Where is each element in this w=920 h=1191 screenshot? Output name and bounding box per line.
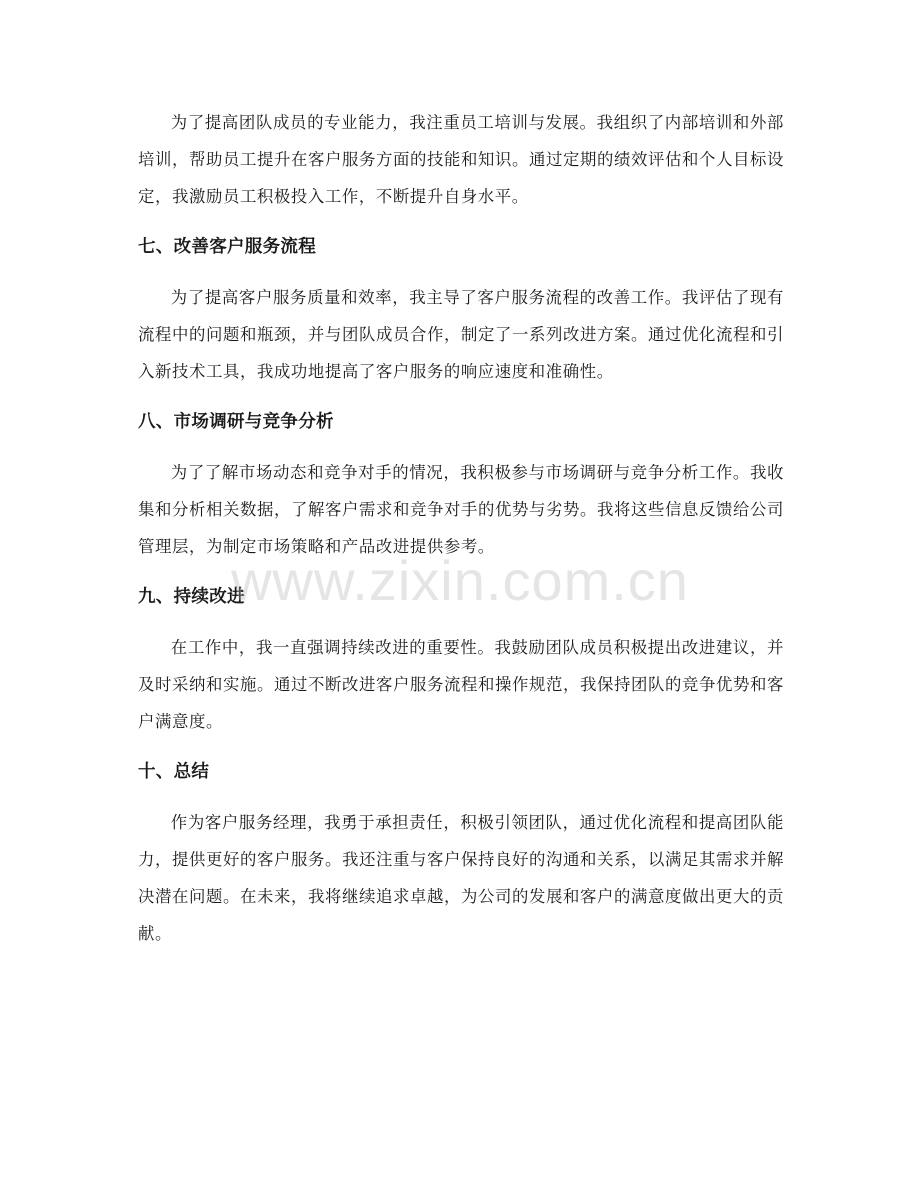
section-paragraph-10: 作为客户服务经理，我勇于承担责任，积极引领团队，通过优化流程和提高团队能力，提供更好的客户服务。我还注重与客户保持良好的沟通和关系，以满足其需求并解决潜在问题。在未来，我将继续追求卓越，为公司的发展和客户的满意度做出更大的贡献。 — [138, 813, 784, 943]
section-heading-8: 八、市场调研与竞争分析 — [138, 412, 334, 432]
section-heading-10: 十、总结 — [138, 762, 210, 782]
intro-paragraph: 为了提高团队成员的专业能力，我注重员工培训与发展。我组织了内部培训和外部培训，帮助员工提升在客户服务方面的技能和知识。通过定期的绩效评估和个人目标设定，我激励员工积极投入工作，不断提升自身水平。 — [138, 113, 784, 206]
watermark: www.zixin.com.cn — [231, 549, 689, 612]
section-heading-9: 九、持续改进 — [138, 587, 245, 607]
section-paragraph-8: 为了了解市场动态和竞争对手的情况，我积极参与市场调研与竞争分析工作。我收集和分析相关数据，了解客户需求和竞争对手的优势与劣势。我将这些信息反馈给公司管理层，为制定市场策略和产品改进提供参考。 — [138, 463, 784, 556]
document-page — [138, 104, 784, 952]
section-paragraph-7: 为了提高客户服务质量和效率，我主导了客户服务流程的改善工作。我评估了现有流程中的问题和瓶颈，并与团队成员合作，制定了一系列改进方案。通过优化流程和引入新技术工具，我成功地提高了客户服务的响应速度和准确性。 — [138, 288, 784, 381]
section-paragraph-9: 在工作中，我一直强调持续改进的重要性。我鼓励团队成员积极提出改进建议，并及时采纳和实施。通过不断改进客户服务流程和操作规范，我保持团队的竞争优势和客户满意度。 — [138, 638, 784, 731]
section-heading-7: 七、改善客户服务流程 — [138, 237, 316, 257]
